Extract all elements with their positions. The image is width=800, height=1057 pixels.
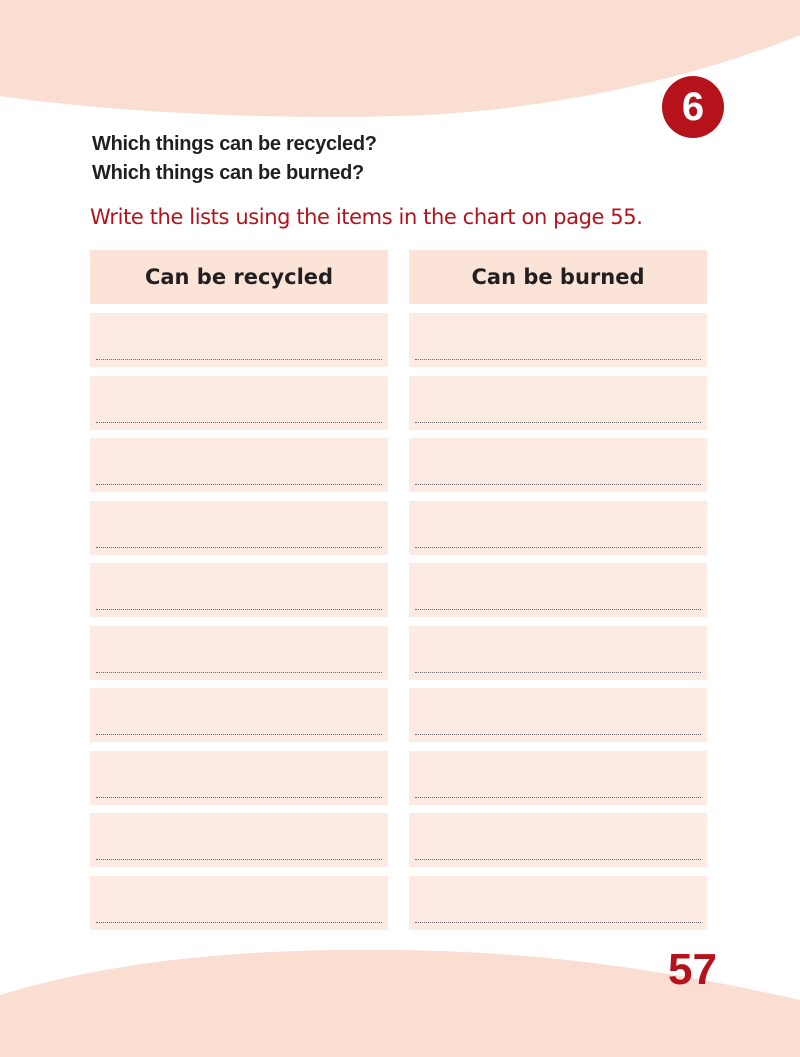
- dotted-answer-line: [96, 734, 382, 735]
- dotted-answer-line: [415, 922, 701, 923]
- column-header-burned: Can be burned: [409, 250, 707, 304]
- dotted-answer-line: [96, 859, 382, 860]
- list-item[interactable]: [409, 688, 707, 742]
- list-item[interactable]: [90, 563, 388, 617]
- unit-number-badge: 6: [662, 76, 724, 138]
- list-item[interactable]: [90, 751, 388, 805]
- dotted-answer-line: [96, 922, 382, 923]
- dotted-answer-line: [415, 484, 701, 485]
- column-header-recycled: Can be recycled: [90, 250, 388, 304]
- list-item[interactable]: [409, 313, 707, 367]
- list-item[interactable]: [90, 688, 388, 742]
- question-recycled: Which things can be recycled?: [92, 133, 377, 155]
- list-item[interactable]: [90, 438, 388, 492]
- list-item[interactable]: [409, 876, 707, 930]
- list-item[interactable]: [409, 626, 707, 680]
- list-item[interactable]: [90, 376, 388, 430]
- dotted-answer-line: [96, 422, 382, 423]
- dotted-answer-line: [415, 609, 701, 610]
- dotted-answer-line: [415, 859, 701, 860]
- list-item[interactable]: [90, 813, 388, 867]
- dotted-answer-line: [96, 672, 382, 673]
- list-item[interactable]: [409, 438, 707, 492]
- dotted-answer-line: [96, 484, 382, 485]
- page-number: 57: [668, 945, 717, 994]
- list-item[interactable]: [409, 501, 707, 555]
- list-item[interactable]: [90, 501, 388, 555]
- dotted-answer-line: [96, 797, 382, 798]
- questions: [92, 130, 377, 188]
- instruction-text: Write the lists using the items in the chart on page 55.: [90, 205, 643, 229]
- list-item[interactable]: [90, 626, 388, 680]
- dotted-answer-line: [96, 547, 382, 548]
- list-item[interactable]: [90, 313, 388, 367]
- list-item[interactable]: [409, 563, 707, 617]
- list-item[interactable]: [409, 751, 707, 805]
- dotted-answer-line: [415, 359, 701, 360]
- question-burned: Which things can be burned?: [92, 162, 364, 184]
- dotted-answer-line: [415, 797, 701, 798]
- dotted-answer-line: [415, 422, 701, 423]
- list-item[interactable]: [409, 813, 707, 867]
- recycled-list: [90, 313, 388, 938]
- list-item[interactable]: [409, 376, 707, 430]
- dotted-answer-line: [415, 547, 701, 548]
- dotted-answer-line: [415, 672, 701, 673]
- dotted-answer-line: [96, 609, 382, 610]
- dotted-answer-line: [415, 734, 701, 735]
- burned-list: [409, 313, 707, 938]
- dotted-answer-line: [96, 359, 382, 360]
- list-item[interactable]: [90, 876, 388, 930]
